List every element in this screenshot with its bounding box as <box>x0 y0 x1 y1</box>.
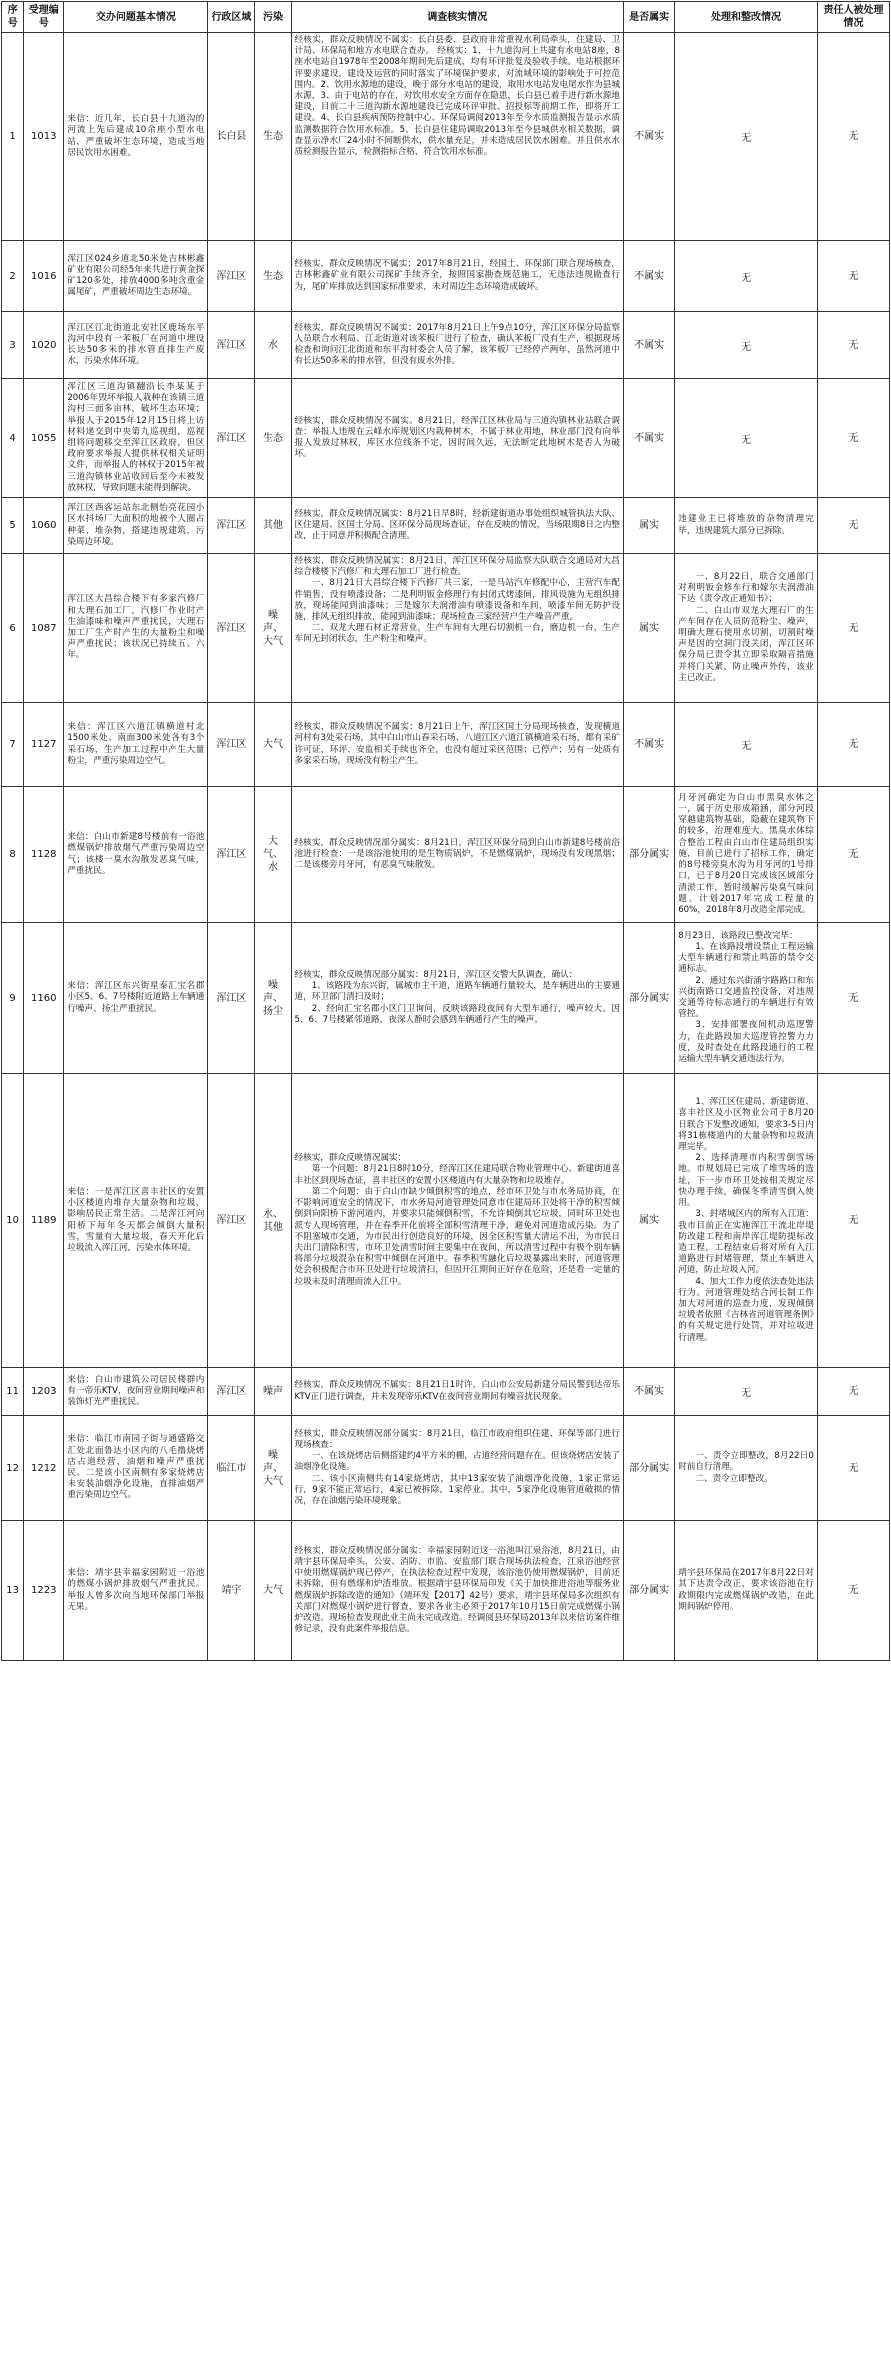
cell-handling: 1、浑江区住建局、新建街道、喜丰社区及小区物业公司于8月20日联合下发整改通知，要求3-5日内将31栋楼道内的大量杂物和垃圾清理完毕。 2、选择清理市内积雪倒雪场地。市规划局已完成了堆雪场的选址，下一步市环卫处按相关规定尽快办理手续，确保冬季清雪倒入使用。 3、封堵城区内的所有入江道：我市目前正在实施浑江干流北岸堤防改建工程和南岸浑江堤防提标改造工程，工程结束后将对所有入江道路进行封堵管理，禁止车辆进入河道，防止垃圾入河。 4、加大工作力度依法查处违法行为。河道管理处结合河长制工作加大对河道的巡查力度，发现倾倒垃圾者依照《吉林省河道管理条例》的有关规定进行处罚，并对垃圾进行清理。 <box>675 1074 818 1368</box>
header-handling: 处理和整改情况 <box>675 2 818 33</box>
cell-region: 浑江区 <box>208 1368 255 1416</box>
cell-true: 部分属实 <box>623 1416 674 1521</box>
cell-handling: 无 <box>675 703 818 787</box>
cell-true: 不属实 <box>623 703 674 787</box>
cell-investigation: 经核实，群众反映情况属实：8月21日，浑江区环保分局监察大队联合交通局对大昌综合楼楼下汽修厂和大理石加工厂进行检查。 一、8月21日大昌综合楼下汽修厂共三家，一是马站汽车修配中心，主营汽车配件销售，没有喷漆设备；二是利明钣金修理行有封闭式烤漆间，排风设施为无组织排放，现场能闻到油漆味；三是嫁尔夫润滑油有喷漆设备和车间，喷漆车间无防护设施，排风无组织排放，能闻到油漆味；现场检查三家经营户生产噪音严重。 二、双龙大理石材正常营业，生产车间有大理石切割机一台，磨边机一台，生产车间无封闭状态，生产粉尘和噪声。 <box>291 554 623 703</box>
cell-region: 浑江区 <box>208 703 255 787</box>
cell-accountability: 无 <box>817 554 889 703</box>
cell-id: 1203 <box>24 1368 64 1416</box>
cell-pollution: 噪声、大气 <box>255 554 291 703</box>
cell-pollution: 大气 <box>255 1521 291 1661</box>
cell-handling: 一、8月22日，联合交通部门对利明钣金修车行和嫁尔夫润滑油下达《责令改正通知书》； 二、白山市双龙大理石厂的生产车间存在人员防范粉尘、噪声，明确大理石使用水切割，切割时噪声是因的空洞门没关闭，浑江区环保分局已责令其立即采取隔音措施并将门关紧，防止噪声外传，该业主已改正。 <box>675 554 818 703</box>
cell-true: 部分属实 <box>623 1521 674 1661</box>
cell-region: 浑江区 <box>208 923 255 1074</box>
cell-no: 3 <box>2 312 24 379</box>
cell-accountability: 无 <box>817 312 889 379</box>
cell-accountability: 无 <box>817 787 889 923</box>
cell-issue: 来信：靖宇县幸福家园附近一浴池的燃煤小锅炉排放烟气严重扰民。举报人曾多次向当地环保部门举报无果。 <box>64 1521 208 1661</box>
cell-handling: 月牙河确定为白山市黑臭水体之一，属于历史形成箱涵，部分河段穿越建筑物基础，隐蔽在建筑物下的较多，治理难度大。黑臭水体综合整治工程由白山市住建局组织实施，目前已进行了招标工作，确定的8号楼旁臭水沟为月牙河的1号排口，已于8月20日完成该区域部分清淤工作，暂时缓解污染臭气味问题。计划2017年完成工程量的60%，2018年8月改造全部完成。 <box>675 787 818 923</box>
cell-investigation: 经核实，群众反映情况部分属实：8月21日，浑江区交警大队调查，确认： 1、该路段为东兴街，属城市主干道，道路车辆通行量较大，是车辆进出的主要通道，环卫部门清扫及时； 2、经向汇宝名郡小区门卫询问，反映该路段夜间有大型车通行，噪声较大。因5、6、7号楼紧邻道路，夜深人静时会感到车辆通行产生的噪声。 <box>291 923 623 1074</box>
header-id: 受理编号 <box>24 2 64 33</box>
cell-id: 1223 <box>24 1521 64 1661</box>
cell-pollution: 生态 <box>255 241 291 312</box>
cell-issue: 来信：近几年，长白县十九道沟的河流上先后建成10余座小型水电站，严重破坏生态环境，造成当地居民饮用水困难。 <box>64 33 208 241</box>
header-row <box>2 2 890 33</box>
cell-no: 11 <box>2 1368 24 1416</box>
cell-investigation: 经核实，群众反映情况不属实：8月21日上午，浑江区国土分局现场核查，发现横道河村有3处采石场，其中白山市山春采石场、八道江区六道江镇横道采石场，都有采矿许可证，环评、安监相关手续也齐全，也没有超过采区范围；已停产；另有一处质有多家采石场，现场没有粉尘产生。 <box>291 703 623 787</box>
cell-no: 2 <box>2 241 24 312</box>
cell-pollution: 大气、水 <box>255 787 291 923</box>
complaint-table <box>1 1 890 1661</box>
cell-region: 浑江区 <box>208 554 255 703</box>
cell-investigation: 经核实，群众反映情况不属实。8月21日，经浑江区林业局与三道沟镇林业站联合调查：举报人违规在云峰水库规划区内栽种树木，不属于林业用地，林业部门没有向举报人发放过林权，库区水位线条不定，因时间久远，无法断定此地树木是否人为破坏。 <box>291 379 623 498</box>
table-row <box>2 787 890 923</box>
cell-investigation: 经核实，群众反映情况部分属实：8月21日，浑江区环保分局到白山市新建8号楼前浴池进行检查：一是该浴池使用的是生物质锅炉，不是燃煤锅炉，现场没有发现黑烟；二是该楼旁月牙河，有恶臭气味散发。 <box>291 787 623 923</box>
cell-handling: 无 <box>675 241 818 312</box>
cell-region: 浑江区 <box>208 1074 255 1368</box>
cell-issue: 浑江区024乡道北50米处吉林彬鑫矿业有限公司经5年来共进行黄金探矿120多处，排放4000多吨含重金属尾矿，严重破坏周边生态环境。 <box>64 241 208 312</box>
cell-true: 属实 <box>623 554 674 703</box>
table-row <box>2 554 890 703</box>
cell-id: 1060 <box>24 498 64 554</box>
cell-id: 1212 <box>24 1416 64 1521</box>
cell-accountability: 无 <box>817 1074 889 1368</box>
header-accountability: 责任人被处理情况 <box>817 2 889 33</box>
cell-true: 不属实 <box>623 33 674 241</box>
cell-issue: 来信：白山市建筑公司居民楼群内有一帝乐KTV，夜间营业期间噪声和装饰灯光严重扰民。 <box>64 1368 208 1416</box>
cell-issue: 浑江区西客运站东北侧怡亮花园小区水抖场厂大面积的地被个人圈占种菜、堆杂物，搭建违规建筑，污染周边环境。 <box>64 498 208 554</box>
header-investigation: 调查核实情况 <box>291 2 623 33</box>
cell-investigation: 经核实，群众反映情况不属实：2017年8月21日，经国土、环保部门联合现场核查，吉林彬鑫矿业有限公司探矿手续齐全，按照国家勘查规范施工，无违法违规勘查行为，尾矿库排放达到国家标准要求，未对周边生态环境造成破坏。 <box>291 241 623 312</box>
cell-no: 13 <box>2 1521 24 1661</box>
cell-id: 1055 <box>24 379 64 498</box>
cell-accountability: 无 <box>817 498 889 554</box>
cell-investigation: 经核实，群众反映情况部分属实：8月21日，临江市政府组织住建、环保等部门进行现场核查： 一、在该烧烤店后侧搭建约4平方米的棚，占道经营问题存在。但该烧烤店安装了油烟净化设施。 二、该小区南侧共有14家烧烤店，其中13家安装了油烟净化设施，1家正常运行，9家不能正常运行，4家已被拆除，1家停业。其中，5家净化设施管道破损的情况，存在油烟污染环境现象。 <box>291 1416 623 1521</box>
header-pollution: 污染 <box>255 2 291 33</box>
table-row <box>2 498 890 554</box>
cell-accountability: 无 <box>817 33 889 241</box>
cell-investigation: 经核实，群众反映情况属实：8月21日早8时，经新建街道办事处组织城管执法大队、区住建局、区国土分局、区环保分局现场查证，存在反映的情况，当场限期8日之内整改，止于同意并积极配合清理。 <box>291 498 623 554</box>
cell-region: 浑江区 <box>208 379 255 498</box>
cell-issue: 浑江区三道沟镇翻沿长李某某于2006年毁坏举报人栽种在该镇三道沟村三面多亩林，破坏生态环境；举报人于2015年12月15日将上访材料递交到中央第九巡视组，巡视组将问题移交至浑江区政府，但区政府要求举报人提供林权相关证明文件，而举报人的林权于2015年被三道沟镇林业站收回后至今未被发放林权，导致问题未能得到解决。 <box>64 379 208 498</box>
header-issue: 交办问题基本情况 <box>64 2 208 33</box>
cell-accountability: 无 <box>817 241 889 312</box>
cell-handling: 8月23日，该路段已整改完毕： 1、在该路段增设禁止工程运输大型车辆通行和禁止鸣笛的禁令交通标志。 2、通过东兴街涌宇路路口和东兴街南路口交通监控设备，对违规交通等待标志通行的车辆进行有效管控。 3、安排部署夜间机动巡逻警力，在此路段加大巡逻管控警力力度，及时查处在此路段通行的工程运输大型车辆交通违法行为。 <box>675 923 818 1074</box>
cell-id: 1189 <box>24 1074 64 1368</box>
cell-no: 10 <box>2 1074 24 1368</box>
cell-pollution: 噪声、大气 <box>255 1416 291 1521</box>
cell-id: 1127 <box>24 703 64 787</box>
cell-investigation: 经核实，群众反映情况不属实：2017年8月21日上午9点10分，浑江区环保分局监察人员联合水利局、江北街道对该苯板厂进行了检查，确认苯板厂没有生产，根据现场检查和询问江北街道和东平沟村委会人员了解，该苯板厂已经停产两年，虽然河道中有长达50多米的排水管，但没有废水外排。 <box>291 312 623 379</box>
cell-no: 4 <box>2 379 24 498</box>
cell-issue: 来信：浑江区六道江镇横道村北1500米处、南面300米处各有3个采石场，生产加工过程中产生大量粉尘，严重污染周边空气。 <box>64 703 208 787</box>
cell-true: 属实 <box>623 498 674 554</box>
cell-true: 不属实 <box>623 379 674 498</box>
cell-no: 7 <box>2 703 24 787</box>
table-row <box>2 1368 890 1416</box>
cell-true: 不属实 <box>623 1368 674 1416</box>
cell-id: 1128 <box>24 787 64 923</box>
cell-id: 1020 <box>24 312 64 379</box>
cell-pollution: 水、其他 <box>255 1074 291 1368</box>
table-row <box>2 241 890 312</box>
cell-handling: 一、责令立即整改，8月22日0时前自行清理。 二、责令立即整改。 <box>675 1416 818 1521</box>
cell-true: 不属实 <box>623 241 674 312</box>
table-row <box>2 33 890 241</box>
cell-issue: 来信：浑江区东兴街星泰汇宝名郡小区5、6、7号楼附近道路上车辆通行噪声、扬尘严重扰民。 <box>64 923 208 1074</box>
cell-handling: 无 <box>675 1368 818 1416</box>
cell-handling: 无 <box>675 312 818 379</box>
cell-region: 浑江区 <box>208 498 255 554</box>
cell-id: 1087 <box>24 554 64 703</box>
cell-true: 不属实 <box>623 312 674 379</box>
cell-region: 浑江区 <box>208 241 255 312</box>
cell-investigation: 经核实，群众反映情况不属实：8月21日1时许，白山市公安局新建分局民警到达帝乐KTV正门进行调查，并未发现帝乐KTV在夜间营业期间有噪音扰民现象。 <box>291 1368 623 1416</box>
cell-id: 1016 <box>24 241 64 312</box>
cell-investigation: 经核实，群众反映情况属实： 第一个问题：8月21日8时10分，经浑江区住建局联合物业管理中心、新建街道喜丰社区到现场查证，喜丰社区的安置小区楼道内有大量杂物和垃圾堆存。 第二个问题：由于白山市缺少倾倒积雪的地点，经市环卫处与市水务局协商，在不影响河道安全的情况下，市水务局河道管理处同意市住建局环卫处将干净的积雪倾倒到向阳桥下游河道内，并要求只能倾倒积雪，不允许倾倒其它垃圾，同时环卫处也派专人现场管理，并在春季开化前将全部积雪清理干净，避免对河道造成污染。为了不阻塞城市交通，为市民出行创造良好的环境，因全区积雪量大清运不出，为市民日夫出门清除积雪，市环卫处清雪时间主要集中在夜间，所以清雪过程中有极个别车辆将部分垃圾混杂在积雪中倾倒在河道中。春季积雪融化后垃圾暴露出来时，河道管理处会积极配合市环卫处进行垃圾清扫，但因开江期间正好存在危险，还是看一定量的垃圾未及时清理而流入江中。 <box>291 1074 623 1368</box>
cell-pollution: 生态 <box>255 33 291 241</box>
header-no: 序号 <box>2 2 24 33</box>
cell-investigation: 经核实，群众反映情况不属实：长白县委、县政府非常重视水利局牵头，住建局、卫计局、环保局和地方水电联合查办。 经核实：1、十九道沟河上共建有水电站8座，8座水电站自1978年至2008年期间先后建成，均有环评批复及验收手续。电站根据环评要求建设，建设及运营的同时落实了环境保护要求，对流域环境的影响处于可控范围内。2、饮用水源地的建设，晚于部分水电站的建设，取用水电站发电尾水作为县城水源，3、由于电站的存在，对饮用水安全方面存在隐患，长白县已着手进行新水源地建设，目前二十三道沟新水源地建设已完成环评审批、招投标等前期工作，即将开工建设。4、长白县疾病预防控制中心、环保局调阅2013年至今水质监测报告显示水质监测数据符合饮用水标准。5、长白县住建局调取2013年至今县城供水相关数据，调查显示净水厂24小时不间断供水，供水量充足，并未造成居民饮水困难。并且供水水质检测报告显示，检测指标合格，符合饮用水标准。 <box>291 33 623 241</box>
table-row <box>2 1416 890 1521</box>
table-row <box>2 703 890 787</box>
cell-pollution: 噪声 <box>255 1368 291 1416</box>
cell-true: 部分属实 <box>623 923 674 1074</box>
cell-handling: 违建业主已将堆放的杂物清理完毕，违规建筑大部分已拆除。 <box>675 498 818 554</box>
cell-region: 长白县 <box>208 33 255 241</box>
cell-accountability: 无 <box>817 923 889 1074</box>
cell-handling: 无 <box>675 33 818 241</box>
cell-pollution: 噪声、扬尘 <box>255 923 291 1074</box>
table-row <box>2 312 890 379</box>
table-row <box>2 379 890 498</box>
cell-no: 8 <box>2 787 24 923</box>
cell-true: 属实 <box>623 1074 674 1368</box>
cell-region: 浑江区 <box>208 312 255 379</box>
cell-id: 1013 <box>24 33 64 241</box>
table-row <box>2 1521 890 1661</box>
cell-no: 9 <box>2 923 24 1074</box>
cell-pollution: 水 <box>255 312 291 379</box>
cell-no: 5 <box>2 498 24 554</box>
cell-region: 浑江区 <box>208 787 255 923</box>
cell-id: 1160 <box>24 923 64 1074</box>
cell-accountability: 无 <box>817 379 889 498</box>
table-row <box>2 1074 890 1368</box>
table-row <box>2 923 890 1074</box>
cell-issue: 浑江区江北街道北安社区鹿场东平沟河中段有一苯板厂在河道中埋设长达50多米的排水管直排生产废水，污染水体环境。 <box>64 312 208 379</box>
cell-accountability: 无 <box>817 703 889 787</box>
cell-no: 1 <box>2 33 24 241</box>
header-true: 是否属实 <box>623 2 674 33</box>
cell-accountability: 无 <box>817 1368 889 1416</box>
cell-issue: 来信：临江市南园子街与通盛路交汇处北面鲁达小区内的八毛撸烧烤店占道经营，油烟和噪声严重扰民。二是该小区南侧有多家烧烤店未安装油烟净化设施，直排油烟严重污染周边空气。 <box>64 1416 208 1521</box>
cell-investigation: 经核实，群众反映情况部分属实：幸福家园附近这一浴池叫江泉浴池，8月21日，由靖宇县环保局牵头，公安、消防、市监、安监部门联合现场执法检查，江泉浴池经营中使用燃煤锅炉现已停产，在执法检查过程中发现，该浴池仍使用燃煤锅炉，目前还未拆除，但有燃煤和炉渣堆放。根据靖宇县环保局印发《关于加快推进浴池等服务业燃煤锅炉拆除改造的通知》（靖环发【2017】42号）要求，靖宇县环保局多次组织有关部门对燃煤小锅炉进行督查，要求各业主必须于2017年10月15日前完成燃煤小锅炉改造。现场检查发现此业主尚未完成改造。经调阅县环保局2013年以来信访案件维修记录，没有此案件举报信息。 <box>291 1521 623 1661</box>
cell-accountability: 无 <box>817 1416 889 1521</box>
cell-issue: 来信：白山市新建8号楼前有一浴池燃煤锅炉排放烟气严重污染周边空气；该楼一臭水沟散发恶臭气味，严重扰民。 <box>64 787 208 923</box>
cell-pollution: 大气 <box>255 703 291 787</box>
cell-pollution: 其他 <box>255 498 291 554</box>
cell-region: 靖宇 <box>208 1521 255 1661</box>
cell-no: 12 <box>2 1416 24 1521</box>
cell-handling: 靖宇县环保局在2017年8月22日对其下达责令改正，要求该浴池在行政期限内完成燃煤锅炉改造，在此期间锅炉停用。 <box>675 1521 818 1661</box>
cell-accountability: 无 <box>817 1521 889 1661</box>
cell-true: 部分属实 <box>623 787 674 923</box>
header-region: 行政区域 <box>208 2 255 33</box>
cell-handling: 无 <box>675 379 818 498</box>
cell-no: 6 <box>2 554 24 703</box>
cell-issue: 来信：一是浑江区喜丰社区的安置小区楼道内堆存大量杂物和垃圾，影响居民正常生活。二是浑江河向阳桥下每年冬天都会倾倒大量积雪，雪量有大量垃圾，春天开化后垃圾流入浑江河，污染水体环境。 <box>64 1074 208 1368</box>
cell-pollution: 生态 <box>255 379 291 498</box>
cell-region: 临江市 <box>208 1416 255 1521</box>
cell-issue: 浑江区大昌综合楼下有多家汽修厂和大理石加工厂，汽修厂作业时产生油漆味和噪声严重扰民，大理石加工厂生产时产生的大量粉尘和噪声严重扰民；该状况已持续五、六年。 <box>64 554 208 703</box>
